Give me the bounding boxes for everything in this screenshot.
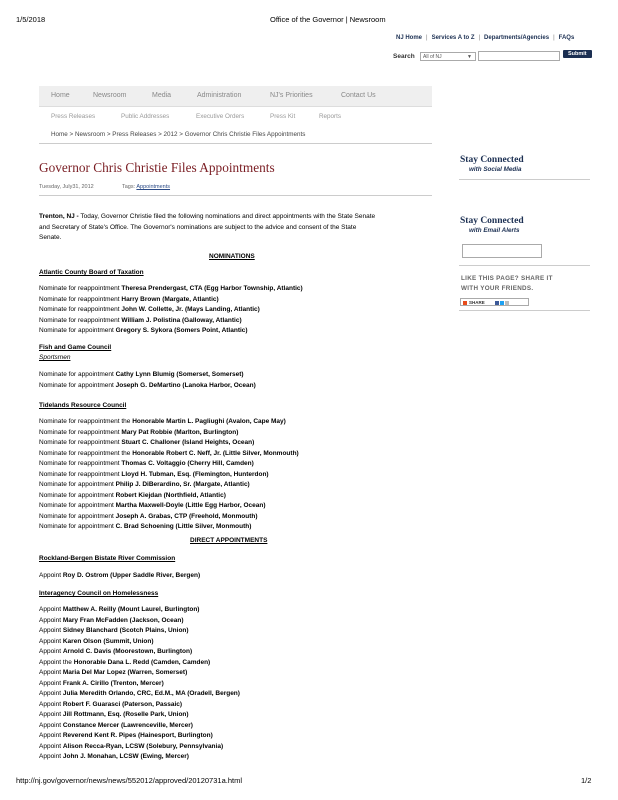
appointment-type: Appoint <box>39 627 63 634</box>
appointee-name: Frank A. Cirillo (Trenton, Mercer) <box>62 679 164 687</box>
list-item <box>39 428 299 439</box>
appointee-name: William J. Polistina (Galloway, Atlantic) <box>121 316 242 324</box>
intro-line: Trenton, NJ - Today, Governor Christie filed the following nominations and direct appointments with the State Senate <box>39 213 376 220</box>
subnav-public-addresses[interactable]: Public Addresses <box>121 113 170 120</box>
subnav-executive-orders[interactable]: Executive Orders <box>196 113 245 120</box>
section-heading-homeless: Interagency Council on Homelessness <box>39 590 159 597</box>
stay-connected-email-sub[interactable]: with Email Alerts <box>469 227 520 234</box>
appointment-type: Appoint <box>39 616 63 624</box>
subnav-reports[interactable]: Reports <box>319 113 342 120</box>
nav-contact[interactable]: Contact Us <box>341 92 376 99</box>
nav-home[interactable]: Home <box>51 92 70 99</box>
nav-priorities[interactable]: NJ's Priorities <box>270 92 313 99</box>
appointment-type: Nominate for appointment <box>39 481 116 488</box>
appointment-type: Nominate for appointment <box>39 512 116 520</box>
appointment-type: Nominate for reappointment <box>39 439 122 446</box>
subnav-press-releases[interactable]: Press Releases <box>51 113 96 120</box>
list-item <box>39 449 299 460</box>
twitter-icon <box>500 301 504 305</box>
appointee-name: Honorable Martin L. Pagliughi (Avalon, Cape May) <box>132 418 286 425</box>
appointee-name: John J. Monahan, LCSW (Ewing, Mercer) <box>62 753 189 760</box>
list-item <box>39 721 240 732</box>
list-item <box>39 459 299 470</box>
appointee-name: Maria Del Mar Lopez (Warren, Somerset) <box>62 669 188 676</box>
appointee-name: Mary Pat Robbie (Marlton, Burlington) <box>121 428 239 436</box>
list-item <box>39 501 299 512</box>
appointee-name: Stuart C. Challoner (Island Heights, Ocean) <box>121 439 255 446</box>
list-item <box>39 742 240 753</box>
appointment-type: Appoint <box>39 742 63 750</box>
appointee-name: Julia Meredith Orlando, CRC, Ed.M., MA (Oradell, Bergen) <box>62 690 240 697</box>
list-item <box>39 480 299 491</box>
list-item <box>39 284 303 295</box>
list-item <box>39 470 299 481</box>
section-subheading-sportsmen: Sportsmen <box>39 354 71 361</box>
like-line-2: WITH YOUR FRIENDS. <box>461 285 534 292</box>
list-item <box>39 658 240 669</box>
appointee-name: Reverend Kent R. Pipes (Hainesport, Burlington) <box>62 732 213 739</box>
appointee-name: Lloyd H. Tubman, Esq. (Flemington, Hunterdon) <box>121 470 269 478</box>
appointee-name: Sidney Blanchard (Scotch Plains, Union) <box>62 627 189 634</box>
appointee-name: Alison Recca-Ryan, LCSW (Solebury, Pennsylvania) <box>62 742 224 750</box>
stay-connected-social-title[interactable]: Stay Connected <box>460 155 524 165</box>
stay-connected-email-title[interactable]: Stay Connected <box>460 216 524 226</box>
intro-line: Senate. <box>39 234 62 241</box>
stay-connected-social-sub[interactable]: with Social Media <box>469 166 522 173</box>
list-item <box>39 605 240 616</box>
section-heading-atlantic: Atlantic County Board of Taxation <box>39 269 144 276</box>
appointee-name: Jill Rottmann, Esq. (Roselle Park, Union) <box>62 711 189 718</box>
list-item <box>39 438 299 449</box>
search-scope-select[interactable]: All of NJ ▼ <box>420 52 476 61</box>
appointee-name: Honorable Robert C. Neff, Jr. (Little Silver, Monmouth) <box>132 449 299 457</box>
section-heading-fish: Fish and Game Council <box>39 344 112 351</box>
appointment-type: Nominate for reappointment the <box>39 449 133 457</box>
appointee-name: Karen Olson (Summit, Union) <box>62 637 154 645</box>
facebook-icon <box>495 301 499 305</box>
appointment-type: Nominate for reappointment <box>39 460 122 467</box>
appointee-name: Philip J. DiBerardino, Sr. (Margate, Atlantic) <box>115 481 250 488</box>
appointee-name: Robert Kiejdan (Northfield, Atlantic) <box>115 491 226 499</box>
divider <box>459 179 590 180</box>
appointment-type: Appoint <box>39 679 63 687</box>
appointment-type: Nominate for reappointment <box>39 295 122 303</box>
appointment-type: Appoint the <box>39 658 74 666</box>
email-icon <box>505 301 509 305</box>
list-tidelands <box>39 417 299 533</box>
list-item <box>39 305 303 316</box>
list-item <box>39 295 303 306</box>
list-item <box>39 381 256 392</box>
search-input[interactable] <box>478 51 560 61</box>
list-item <box>39 626 240 637</box>
page-number: 1/2 <box>581 776 592 785</box>
appointee-name: Theresa Prendergast, CTA (Egg Harbor Township, Atlantic) <box>121 285 303 292</box>
section-heading-rockland: Rockland-Bergen Bistate River Commission <box>39 555 176 562</box>
list-item <box>39 668 240 679</box>
appointment-type: Nominate for appointment <box>39 327 116 334</box>
search-label: Search <box>393 53 415 60</box>
appointment-type: Appoint <box>39 753 63 760</box>
appointee-name: Thomas C. Voltaggio (Cherry Hill, Camden) <box>121 460 254 467</box>
appointment-type: Nominate for appointment <box>39 371 116 378</box>
email-field[interactable] <box>462 244 542 258</box>
list-item <box>39 512 299 523</box>
print-date: 1/5/2018 <box>16 15 46 24</box>
appointment-type: Appoint <box>39 637 63 645</box>
article-tags: Tags: Appointments <box>122 184 171 190</box>
submit-button[interactable]: Submit <box>563 50 592 58</box>
appointee-name: Roy D. Ostrom (Upper Saddle River, Bergen) <box>62 572 201 579</box>
nav-media[interactable]: Media <box>152 92 172 99</box>
appointment-type: Nominate for appointment <box>39 502 116 509</box>
top-link-nj-home[interactable]: NJ Home <box>396 35 423 41</box>
list-item <box>39 417 299 428</box>
appointee-name: Joseph G. DeMartino (Lanoka Harbor, Ocean) <box>115 381 256 389</box>
appointment-type: Appoint <box>39 690 63 697</box>
appointee-name: Joseph A. Grabas, CTP (Freehold, Monmouth) <box>115 512 258 520</box>
appointment-type: Nominate for appointment <box>39 381 116 389</box>
appointee-name: Cathy Lynn Blumig (Somerset, Somerset) <box>115 371 244 378</box>
breadcrumb[interactable]: Home > Newsroom > Press Releases > 2012 > Governor Chris Christie Files Appointments <box>51 131 306 138</box>
appointment-type: Nominate for appointment <box>39 491 116 499</box>
appointment-type: Appoint <box>39 669 63 676</box>
appointee-name: Matthew A. Reilly (Mount Laurel, Burlington) <box>62 606 200 613</box>
appointee-name: Constance Mercer (Lawrenceville, Mercer) <box>62 721 193 729</box>
print-url: http://nj.gov/governor/news/news/552012/approved/20120731a.html <box>16 776 242 785</box>
appointee-name: Martha Maxwell-Doyle (Little Egg Harbor, Ocean) <box>115 502 266 509</box>
list-item <box>39 637 240 648</box>
nav-administration[interactable]: Administration <box>197 92 242 99</box>
list-item <box>39 326 303 337</box>
list-item <box>39 647 240 658</box>
list-item <box>39 316 303 327</box>
appointee-name: Robert F. Guarasci (Paterson, Passaic) <box>62 700 183 708</box>
subnav-press-kit[interactable]: Press Kit <box>270 113 296 120</box>
appointment-type: Nominate for reappointment <box>39 316 122 324</box>
appointment-type: Appoint <box>39 700 63 708</box>
divider <box>459 265 590 266</box>
list-item <box>39 491 299 502</box>
appointment-type: Appoint <box>39 572 63 579</box>
list-item <box>39 731 240 742</box>
article-date: Tuesday, July31, 2012 <box>39 184 94 190</box>
share-icon <box>463 301 467 305</box>
appointment-type: Nominate for appointment <box>39 523 116 530</box>
section-heading-tidelands: Tidelands Resource Council <box>39 402 127 409</box>
list-homeless <box>39 605 240 763</box>
appointment-type: Appoint <box>39 721 63 729</box>
divider <box>39 195 432 196</box>
intro-line: and Secretary of State's Office. The Governor's nominations are subject to the advice and consent of the State <box>39 224 357 231</box>
chevron-down-icon: ▼ <box>467 54 472 60</box>
nav-newsroom[interactable]: Newsroom <box>93 92 127 99</box>
list-item <box>39 679 240 690</box>
list-item <box>39 370 256 381</box>
list-item <box>39 710 240 721</box>
share-button[interactable]: SHARE <box>460 298 529 306</box>
appointee-name: Arnold C. Davis (Moorestown, Burlington) <box>62 648 193 655</box>
list-item <box>39 689 240 700</box>
appointee-name: Gregory S. Sykora (Somers Point, Atlantic) <box>115 327 248 334</box>
appointee-name: John W. Collette, Jr. (Mays Landing, Atlantic) <box>121 306 260 313</box>
appointment-type: Nominate for reappointment <box>39 428 122 436</box>
appointment-type: Appoint <box>39 606 63 613</box>
direct-appointments-heading: DIRECT APPOINTMENTS <box>190 537 268 544</box>
list-item <box>39 616 240 627</box>
list-item <box>39 522 299 533</box>
divider <box>39 143 432 144</box>
page-title: Governor Chris Christie Files Appointments <box>39 160 275 175</box>
appointment-type: Appoint <box>39 732 63 739</box>
top-link-departments[interactable]: Departments/Agencies <box>484 35 550 41</box>
like-line-1: LIKE THIS PAGE? SHARE IT <box>461 275 553 282</box>
print-title: Office of the Governor | Newsroom <box>270 15 386 24</box>
appointee-name: Mary Fran McFadden (Jackson, Ocean) <box>62 616 184 624</box>
list-item <box>39 752 240 763</box>
appointment-type: Appoint <box>39 648 63 655</box>
top-links: NJ Home | Services A to Z | Departments/Agencies | FAQs <box>396 35 575 41</box>
list-atlantic <box>39 284 303 337</box>
nominations-heading: NOMINATIONS <box>209 253 255 260</box>
divider <box>459 310 590 311</box>
appointment-type: Nominate for reappointment <box>39 470 122 478</box>
appointment-type: Nominate for reappointment <box>39 306 122 313</box>
list-item <box>39 571 200 582</box>
appointee-name: Harry Brown (Margate, Atlantic) <box>121 295 219 303</box>
appointment-type: Nominate for reappointment <box>39 285 122 292</box>
appointee-name: Honorable Dana L. Redd (Camden, Camden) <box>73 658 211 666</box>
appointment-type: Appoint <box>39 711 63 718</box>
top-link-services[interactable]: Services A to Z <box>431 35 475 41</box>
appointment-type: Nominate for reappointment the <box>39 418 133 425</box>
list-fish <box>39 370 256 391</box>
tag-link[interactable]: Appointments <box>136 184 171 190</box>
list-item <box>39 700 240 711</box>
list-rockland <box>39 571 200 582</box>
top-link-faqs[interactable]: FAQs <box>558 35 575 41</box>
appointee-name: C. Brad Schoening (Little Silver, Monmouth) <box>115 523 252 530</box>
